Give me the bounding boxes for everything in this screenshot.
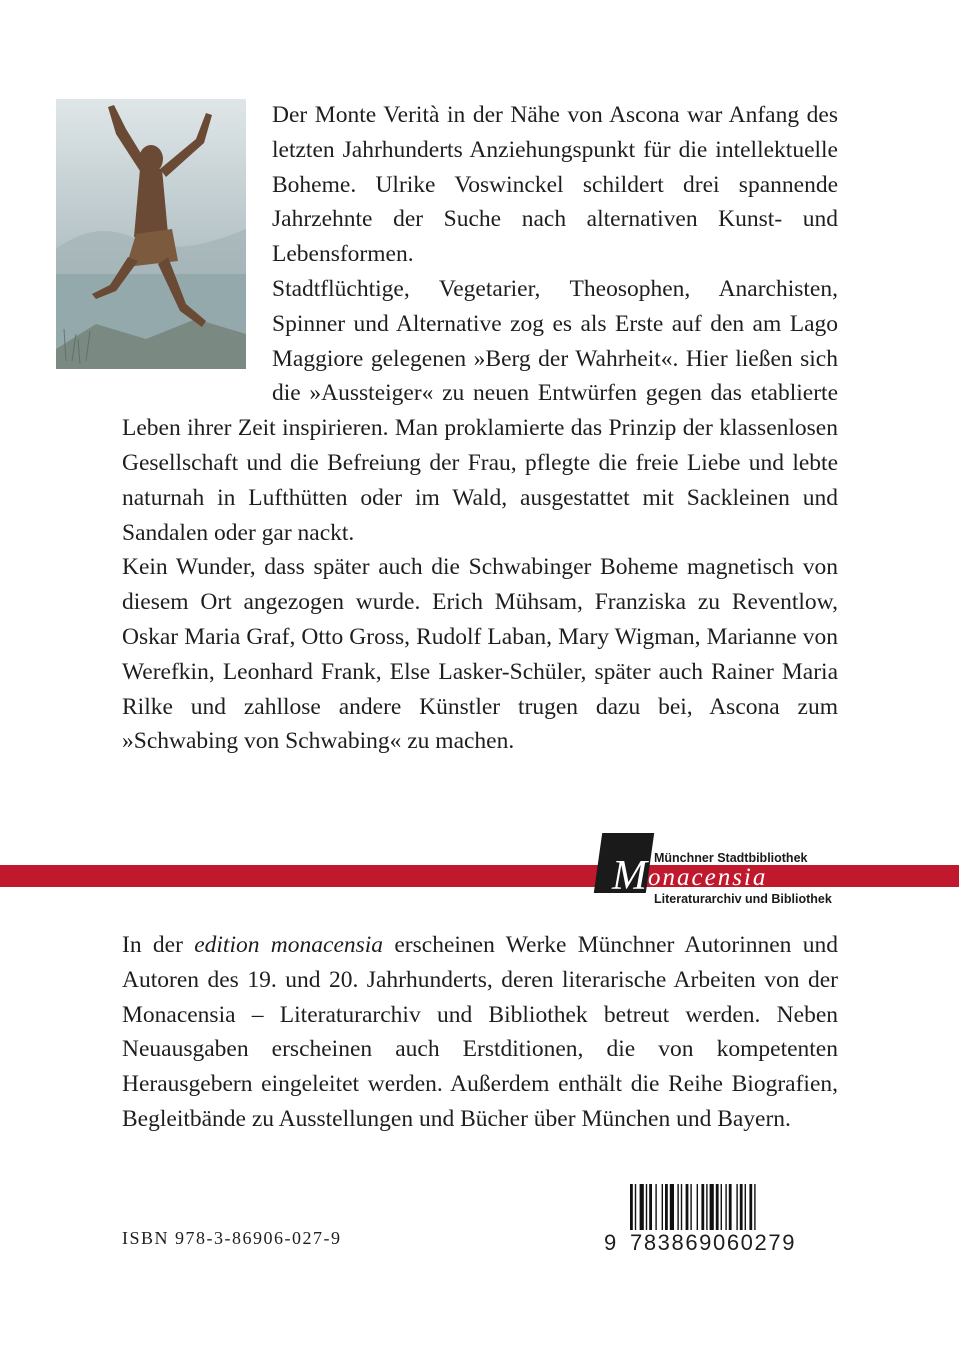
barcode-bar bbox=[681, 1184, 682, 1230]
barcode-bar bbox=[677, 1184, 678, 1230]
edition-series-title: edition monacensia bbox=[194, 932, 384, 958]
isbn-text: ISBN 978-3-86906-027-9 bbox=[122, 1228, 342, 1248]
photo-spacer bbox=[122, 98, 272, 388]
barcode-bar bbox=[630, 1184, 633, 1230]
barcode-bar bbox=[754, 1184, 755, 1230]
barcode-bar bbox=[749, 1184, 752, 1230]
back-cover-blurb bbox=[122, 98, 838, 759]
barcode-bar bbox=[655, 1184, 656, 1230]
barcode-bar bbox=[721, 1184, 722, 1230]
barcode-bar bbox=[662, 1184, 663, 1230]
barcode-bar bbox=[716, 1184, 719, 1230]
barcode-bar bbox=[710, 1184, 714, 1230]
blurb-paragraph-2: Stadtflüchtige, Vegetarier, Theosophen, Anarchisten, Spinner und Alternative zog es als Erste auf den am Lago Maggiore gelegenen »Berg der Wahrheit«. Hier ließen sich die »Aussteiger« zu neuen Entwürfen gegen das etablierte Leben ihrer Zeit inspirieren. Man proklamierte das Prinzip der klassenlosen Gesellschaft und die Befreiung der Frau, pflegte die freie Liebe und lebte naturnah in Lufthütten oder im Wald, ausgestattet mit Sackleinen und Sandalen oder gar nackt. bbox=[122, 275, 838, 546]
barcode-bar bbox=[706, 1184, 707, 1230]
barcode-bar bbox=[736, 1184, 737, 1230]
barcode-bar bbox=[670, 1184, 674, 1230]
logo-mark: M bbox=[612, 853, 647, 899]
logo-top-text: Münchner Stadtbibliothek bbox=[654, 851, 808, 865]
edition-description bbox=[122, 928, 838, 1137]
barcode-bar bbox=[690, 1184, 691, 1230]
logo-bottom-text: Literaturarchiv und Bibliothek bbox=[654, 892, 832, 906]
logo-name: onacensia bbox=[648, 864, 768, 891]
barcode-bar bbox=[725, 1184, 726, 1230]
edition-text-before: In der bbox=[122, 932, 195, 958]
barcode-bar bbox=[640, 1184, 644, 1230]
barcode-bar bbox=[697, 1184, 698, 1230]
barcode-bar bbox=[665, 1184, 668, 1230]
barcode-bar bbox=[646, 1184, 647, 1230]
barcode-bar bbox=[686, 1184, 689, 1230]
barcode-digit-string: 783869060279 bbox=[630, 1230, 797, 1255]
barcode-bar bbox=[649, 1184, 652, 1230]
barcode-bar bbox=[701, 1184, 704, 1230]
blurb-paragraph-3: Kein Wunder, dass später auch die Schwabinger Boheme magnetisch von diesem Ort angezogen wurde. Erich Mühsam, Franziska zu Reventlow, Oskar Maria Graf, Otto Gross, Rudolf Laban, Mary Wigman, Marianne von Werefkin, Leonhard Frank, Else Lasker-Schüler, später auch Rainer Maria Rilke und zahllose andere Künstler trugen dazu bei, Ascona zum »Schwabing von Schwabing« zu machen. bbox=[122, 554, 838, 755]
barcode-first-digit: 9 bbox=[604, 1230, 617, 1255]
edition-text-after: erscheinen Werke Münchner Autorinnen und Autoren des 19. und 20. Jahrhunderts, deren literarische Arbeiten von der Monacensia – Literaturarchiv und Bibliothek betreut werden. Neben Neuausgaben erscheinen auch Erstditionen, die von kompetenten Herausgebern eingeleitet werden. Außerdem enthält die Reihe Biografien, Begleitbände zu Ausstellungen und Bücher über München und Bayern. bbox=[122, 932, 838, 1132]
barcode-digits bbox=[628, 1230, 838, 1256]
barcode-bar bbox=[740, 1184, 743, 1230]
barcode-bar bbox=[745, 1184, 746, 1230]
barcode-bar bbox=[729, 1184, 732, 1230]
barcode-bar bbox=[635, 1184, 636, 1230]
blurb-paragraph-1: Der Monte Verità in der Nähe von Ascona war Anfang des letzten Jahrhunderts Anziehungspunkt für die intellektuelle Boheme. Ulrike Voswinckel schildert drei spannende Jahrzehnte der Suche nach alternativen Kunst- und Lebensformen. bbox=[272, 102, 838, 268]
monacensia-logo bbox=[598, 833, 848, 911]
